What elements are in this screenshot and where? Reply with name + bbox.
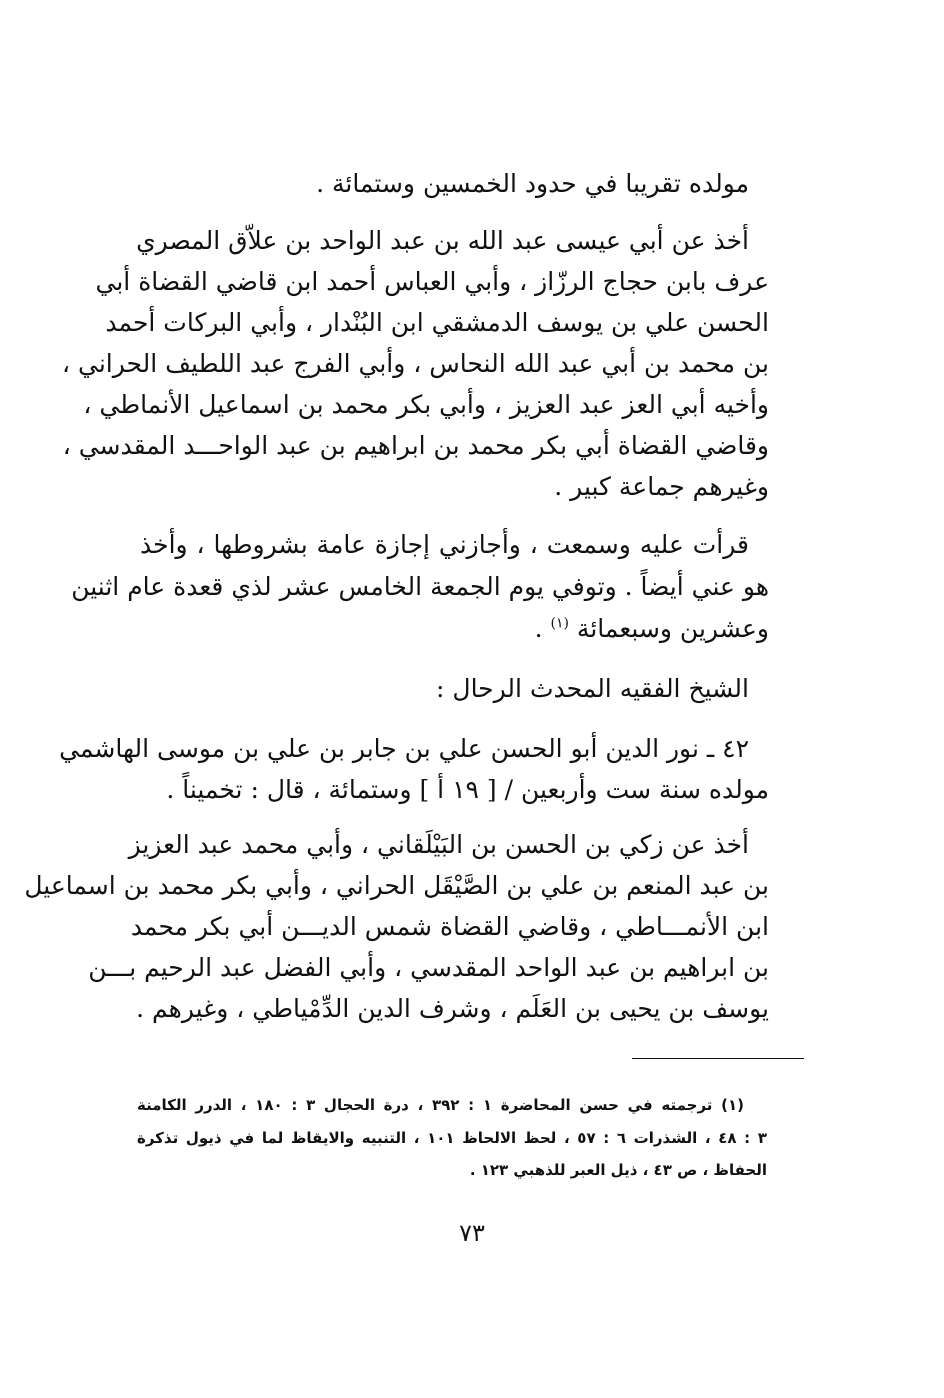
text-line: عرف بابن حجاج الرزّاز ، وأبي العباس أحمد ابن قاضي القضاة أبي xyxy=(95,267,769,296)
section-heading: الشيخ الفقيه المحدث الرحال : xyxy=(436,674,749,703)
text-line: بن محمد بن أبي عبد الله النحاس ، وأبي الفرج عبد اللطيف الحراني ، xyxy=(61,349,769,378)
entry-heading: ٤٢ ـ نور الدين أبو الحسن علي بن جابر بن علي بن موسى الهاشمي xyxy=(59,734,749,763)
text-line: وقاضي القضاة أبي بكر محمد بن ابراهيم بن عبد الواحـــد المقدسي ، xyxy=(62,431,769,460)
footnote-divider xyxy=(632,1058,804,1059)
text-line: وأخيه أبي العز عبد العزيز ، وأبي بكر محمد بن اسماعيل الأنماطي ، xyxy=(83,390,769,419)
text-line: هو عني أيضاً . وتوفي يوم الجمعة الخامس عشر لذي قعدة عام اثنين xyxy=(71,572,769,601)
text-line: مولده تقريبا في حدود الخمسين وستمائة . xyxy=(316,169,749,198)
text-line: قرأت عليه وسمعت ، وأجازني إجازة عامة بشروطها ، وأخذ xyxy=(140,530,749,559)
footnote-line: (١) ترجمته في حسن المحاضرة ١ : ٣٩٢ ، درة الحجال ٣ : ١٨٠ ، الدرر الكامنة xyxy=(137,1096,745,1114)
page-number: ٧٣ xyxy=(459,1219,485,1247)
text-line: مولده سنة ست وأربعين / [ ١٩ أ ] وستمائة ، قال : تخميناً . xyxy=(166,775,769,804)
footnote-reference[interactable]: (١) xyxy=(550,615,569,632)
footnote-line: الحفاظ ، ص ٤٣ ، ذيل العبر للذهبي ١٢٣ . xyxy=(469,1161,767,1179)
text-line-suffix: . xyxy=(534,614,543,643)
text-line xyxy=(535,613,769,645)
footnote-line: ٣ : ٤٨ ، الشذرات ٦ : ٥٧ ، لحظ الالحاظ ١٠١ ، التنبيه والايقاظ لما في ذيول تذكرة xyxy=(137,1129,767,1147)
text-line: بن ابراهيم بن عبد الواحد المقدسي ، وأبي الفضل عبد الرحيم بـــن xyxy=(88,953,769,982)
text-line: أخذ عن أبي عيسى عبد الله بن عبد الواحد بن علاّق المصري xyxy=(136,226,749,255)
text-line: وغيرهم جماعة كبير . xyxy=(554,472,769,501)
text-line: بن عبد المنعم بن علي بن الصَّيْقَل الحراني ، وأبي بكر محمد بن اسماعيل xyxy=(24,871,769,900)
text-line: ابن الأنمـــاطي ، وقاضي القضاة شمس الديـــن أبي بكر محمد xyxy=(130,912,769,941)
text-line: يوسف بن يحيى بن العَلَم ، وشرف الدين الدِّمْياطي ، وغيرهم . xyxy=(136,994,769,1023)
text-line-content: وعشرين وسبعمائة xyxy=(576,614,769,643)
text-line: أخذ عن زكي بن الحسن بن البَيْلَقاني ، وأبي محمد عبد العزيز xyxy=(128,830,749,859)
text-line: الحسن علي بن يوسف الدمشقي ابن البُنْدار ، وأبي البركات أحمد xyxy=(105,308,769,337)
